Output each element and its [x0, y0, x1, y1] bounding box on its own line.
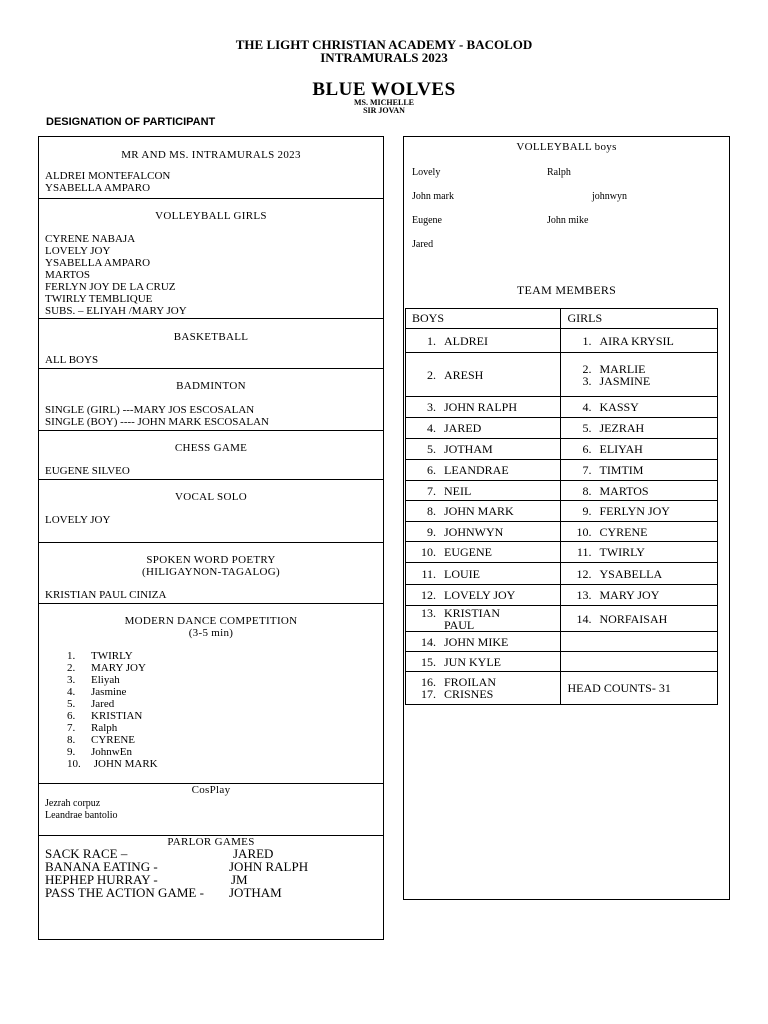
- participant-name: MARY JOY: [91, 662, 146, 674]
- team-members-title: TEAM MEMBERS: [516, 283, 617, 297]
- member-entry: [567, 422, 711, 434]
- member-name: JEZRAH: [599, 421, 645, 435]
- name-list: [39, 354, 383, 366]
- list-number: 6.: [427, 463, 436, 477]
- member-name: FROILAN: [444, 675, 497, 689]
- list-number: 5.: [427, 442, 436, 456]
- list-number: 2.: [67, 662, 76, 674]
- list-number: 5.: [67, 698, 76, 710]
- list-number: 3.: [67, 674, 76, 686]
- list-number: 10.: [67, 758, 81, 770]
- list-number: 4.: [67, 686, 76, 698]
- adviser-2: SIR JOVAN: [363, 106, 405, 115]
- game-name: BANANA EATING -: [45, 859, 158, 874]
- member-entry: [567, 526, 711, 538]
- section-parlor-games: [39, 836, 383, 939]
- member-entry: [567, 464, 711, 476]
- events-panel: [38, 136, 384, 940]
- section-basketball: [39, 319, 383, 369]
- member-entry: [567, 485, 711, 497]
- list-number: 5.: [582, 421, 592, 435]
- member-name: LOUIE: [444, 566, 480, 581]
- member-entry: [567, 546, 711, 558]
- member-name: FERLYN JOY: [599, 504, 670, 518]
- member-name: MARLIE: [599, 361, 646, 376]
- participant-name: LOVELY JOY: [45, 514, 111, 526]
- boys-cell: [406, 329, 561, 353]
- member-name: MARTOS: [599, 483, 649, 498]
- participant-name: Ralph: [91, 722, 118, 734]
- list-number: 16.: [421, 675, 436, 689]
- participant-name: TWIRLY TEMBLIQUE: [45, 293, 153, 305]
- girls-cell: [561, 672, 718, 705]
- game-name: HEPHEP HURRAY -: [45, 872, 158, 887]
- dance-member: [67, 698, 383, 710]
- section-modern-dance: [39, 604, 383, 784]
- player-name: Jared: [412, 239, 434, 250]
- list-number: 8.: [582, 483, 592, 498]
- section-title: SPOKEN WORD POETRY: [146, 554, 276, 566]
- member-entry: [412, 546, 554, 558]
- list-number: 6.: [582, 442, 592, 456]
- boys-cell: [406, 542, 561, 563]
- player-name: JOHN RALPH: [229, 859, 309, 874]
- participant-name: Eliyah: [91, 674, 120, 686]
- member-entry: [567, 589, 711, 601]
- member-name: PAUL: [444, 617, 475, 632]
- member-entry: [567, 375, 711, 387]
- name-list: [39, 798, 383, 822]
- list-number: 3.: [427, 400, 436, 414]
- member-entry: [412, 485, 554, 497]
- section-title: VOLLEYBALL GIRLS: [155, 210, 267, 222]
- member-name: AIRA KRYSIL: [599, 333, 674, 348]
- dance-member: [67, 710, 383, 722]
- parlor-list: [39, 847, 383, 899]
- member-name: ALDREI: [444, 333, 488, 348]
- list-number: 8.: [427, 504, 436, 518]
- table-row: [406, 481, 718, 501]
- participant-name: ALDREI MONTEFALCON: [45, 170, 171, 182]
- member-name: ELIYAH: [599, 442, 643, 456]
- participant-name: SINGLE (GIRL) ---MARY JOS ESCOSALAN: [45, 404, 255, 416]
- girls-cell: [561, 353, 718, 397]
- participant-name: YSABELLA AMPARO: [45, 257, 151, 269]
- member-entry: [567, 613, 711, 625]
- member-entry: [412, 422, 554, 434]
- participant-name: Leandrae bantolio: [45, 810, 118, 821]
- event-name: INTRAMURALS 2023: [320, 50, 448, 65]
- designation-heading: DESIGNATION OF PARTICIPANT: [46, 116, 216, 128]
- member-name: EUGENE: [444, 545, 492, 559]
- member-name: YSABELLA: [599, 566, 663, 581]
- boys-cell: [406, 652, 561, 672]
- list-number: 13.: [421, 605, 436, 620]
- member-entry: [412, 619, 554, 631]
- member-entry: [412, 369, 554, 381]
- participant-name: Jezrah corpuz: [45, 798, 101, 809]
- list-number: 14.: [421, 634, 436, 649]
- member-name: LOVELY JOY: [444, 588, 516, 602]
- boys-cell: [406, 481, 561, 501]
- name-list: [39, 404, 383, 428]
- section-subtitle: (HILIGAYNON-TAGALOG): [142, 566, 280, 578]
- girls-cell: [561, 542, 718, 563]
- member-name: KASSY: [599, 400, 639, 414]
- section-cosplay: [39, 784, 383, 836]
- name-list: [39, 465, 383, 477]
- girls-cell: [561, 606, 718, 632]
- player-name: John mike: [547, 215, 589, 226]
- member-entry: [412, 636, 554, 648]
- participant-name: KRISTIAN: [91, 710, 143, 722]
- boys-cell: [406, 397, 561, 418]
- list-number: 8.: [67, 734, 76, 746]
- participant-name: FERLYN JOY DE LA CRUZ: [45, 281, 176, 293]
- member-entry: [412, 464, 554, 476]
- girls-cell: [561, 563, 718, 585]
- list-number: 9.: [427, 524, 436, 539]
- name-list: [39, 514, 383, 526]
- section-vocal-solo: [39, 480, 383, 543]
- list-number: 14.: [576, 611, 592, 626]
- player-name: Lovely: [412, 167, 441, 178]
- member-name: JASMINE: [599, 373, 651, 388]
- adviser-1: MS. MICHELLE: [353, 98, 414, 107]
- table-row: [406, 652, 718, 672]
- dance-member: [67, 674, 383, 686]
- name-list: [39, 589, 383, 601]
- table-row: [406, 460, 718, 481]
- member-entry: [412, 401, 554, 413]
- game-name: SACK RACE –: [45, 846, 128, 861]
- member-name: MARY JOY: [599, 588, 660, 602]
- table-row: [406, 522, 718, 542]
- section-badminton: [39, 369, 383, 431]
- section-spoken-word: [39, 543, 383, 604]
- participant-name: MARTOS: [45, 269, 90, 281]
- member-entry: [412, 589, 554, 601]
- table-row: [406, 585, 718, 606]
- section-title: VOCAL SOLO: [175, 491, 247, 503]
- girls-cell: [561, 397, 718, 418]
- participant-name: CYRENE: [91, 734, 135, 746]
- list-number: 3.: [582, 373, 592, 388]
- dance-member: [67, 722, 383, 734]
- volleyball-boys-title: VOLLEYBALL boys: [516, 141, 617, 153]
- participant-name: Jasmine: [91, 686, 127, 698]
- participant-name: CYRENE NABAJA: [45, 233, 136, 245]
- member-entry: [412, 688, 554, 700]
- team-members-table: [405, 308, 718, 705]
- participant-name: TWIRLY: [91, 650, 133, 662]
- list-number: 13.: [576, 588, 592, 602]
- member-name: TWIRLY: [599, 545, 645, 559]
- table-row: [406, 418, 718, 439]
- dance-member: [67, 662, 383, 674]
- table-row: [406, 606, 718, 632]
- girls-cell: [561, 632, 718, 652]
- section-title: PARLOR GAMES: [167, 836, 255, 848]
- member-entry: [567, 443, 711, 455]
- section-subtitle: (3-5 min): [188, 627, 234, 639]
- section-title: MODERN DANCE COMPETITION: [124, 615, 298, 627]
- girls-cell: [561, 418, 718, 439]
- section-title: CHESS GAME: [174, 442, 248, 454]
- list-number: 12.: [576, 566, 592, 581]
- participant-name: SINGLE (BOY) ---- JOHN MARK ESCOSALAN: [45, 416, 269, 428]
- member-name: NEIL: [444, 483, 472, 498]
- list-number: 1.: [67, 650, 76, 662]
- list-number: 9.: [67, 746, 76, 758]
- participant-name: KRISTIAN PAUL CINIZA: [45, 589, 167, 601]
- table-row: [406, 672, 718, 705]
- boys-cell: [406, 563, 561, 585]
- name-list: [39, 233, 383, 317]
- boys-cell: [406, 585, 561, 606]
- participant-name: JohnwEn: [91, 746, 132, 758]
- table-row: [406, 632, 718, 652]
- participant-name: EUGENE SILVEO: [45, 465, 130, 477]
- member-name: JARED: [444, 421, 482, 435]
- girls-cell: [561, 501, 718, 522]
- player-name: JOTHAM: [229, 885, 282, 900]
- head-count: HEAD COUNTS- 31: [567, 680, 671, 695]
- section-volleyball-girls: [39, 199, 383, 319]
- participant-name: Jared: [91, 698, 115, 710]
- table-row: [406, 353, 718, 397]
- member-name: JOHN RALPH: [444, 400, 518, 414]
- list-number: 11.: [421, 566, 436, 581]
- parlor-row: [39, 886, 383, 899]
- member-name: TIMTIM: [599, 463, 644, 477]
- dance-member: [67, 746, 383, 758]
- boys-cell: [406, 418, 561, 439]
- section-chess: [39, 431, 383, 480]
- girls-cell: [561, 652, 718, 672]
- girls-cell: [561, 329, 718, 353]
- list-number: 17.: [421, 687, 436, 701]
- list-number: 1.: [582, 333, 592, 348]
- member-entry: [567, 401, 711, 413]
- game-name: PASS THE ACTION GAME -: [45, 885, 204, 900]
- list-number: 12.: [421, 588, 436, 602]
- table-row: [406, 439, 718, 460]
- list-number: 4.: [427, 421, 436, 435]
- player-name: John mark: [412, 191, 454, 202]
- participant-name: JOHN MARK: [91, 758, 158, 770]
- section-mr-ms: [39, 137, 383, 199]
- member-name: LEANDRAE: [444, 463, 509, 477]
- player-name: Ralph: [547, 167, 571, 178]
- participant-name: LOVELY JOY: [45, 245, 111, 257]
- member-name: KRISTIAN: [444, 605, 500, 620]
- member-entry: [412, 443, 554, 455]
- list-number: 10.: [421, 545, 436, 559]
- table-row: [406, 329, 718, 353]
- list-number: 4.: [582, 400, 592, 414]
- member-name: JOTHAM: [444, 442, 493, 456]
- list-number: 2.: [582, 361, 592, 376]
- member-name: ARESH: [444, 367, 484, 382]
- member-entry: [412, 656, 554, 668]
- member-entry: [567, 335, 711, 347]
- list-number: 10.: [576, 524, 592, 539]
- table-row: [406, 397, 718, 418]
- girls-cell: [561, 439, 718, 460]
- member-entry: [412, 526, 554, 538]
- member-entry: [412, 505, 554, 517]
- list-number: 9.: [582, 504, 592, 518]
- section-title: BADMINTON: [176, 380, 246, 392]
- boys-cell: [406, 632, 561, 652]
- team-name: BLUE WOLVES: [312, 79, 456, 100]
- boys-cell: [406, 522, 561, 542]
- boys-cell: [406, 501, 561, 522]
- participant-name: SUBS. – ELIYAH /MARY JOY: [45, 305, 187, 317]
- section-title: CosPlay: [191, 784, 231, 796]
- boys-cell: [406, 353, 561, 397]
- list-number: 15.: [421, 654, 436, 669]
- column-header-boys: BOYS: [406, 309, 561, 329]
- member-entry: [567, 505, 711, 517]
- section-title: MR AND MS. INTRAMURALS 2023: [121, 149, 301, 161]
- boys-cell: [406, 460, 561, 481]
- member-name: JUN KYLE: [444, 654, 501, 669]
- boys-cell: [406, 672, 561, 705]
- girls-cell: [561, 522, 718, 542]
- dance-member: [67, 734, 383, 746]
- girls-cell: [561, 585, 718, 606]
- table-header-row: [406, 309, 718, 329]
- member-name: JOHN MIKE: [444, 634, 509, 649]
- list-number: 7.: [67, 722, 76, 734]
- member-entry: [412, 335, 554, 347]
- list-number: 7.: [427, 483, 436, 498]
- list-number: 7.: [582, 463, 592, 477]
- table-row: [406, 501, 718, 522]
- column-header-girls: GIRLS: [561, 309, 718, 329]
- list-number: 1.: [427, 333, 436, 348]
- table-row: [406, 563, 718, 585]
- participant-name: YSABELLA AMPARO: [45, 182, 151, 194]
- school-name: THE LIGHT CHRISTIAN ACADEMY - BACOLOD: [235, 37, 533, 52]
- member-name: CYRENE: [599, 524, 648, 539]
- member-entry: [412, 607, 554, 619]
- table-row: [406, 542, 718, 563]
- member-name: JOHNWYN: [444, 524, 504, 539]
- list-number: 2.: [427, 367, 436, 382]
- dance-member: [67, 686, 383, 698]
- member-name: CRISNES: [444, 687, 494, 701]
- list-number: 6.: [67, 710, 76, 722]
- dance-member: [67, 758, 383, 770]
- player-name: JM: [231, 872, 248, 887]
- list-number: 11.: [576, 545, 592, 559]
- boys-cell: [406, 439, 561, 460]
- section-title: BASKETBALL: [173, 331, 249, 343]
- member-entry: [567, 568, 711, 580]
- participant-name: ALL BOYS: [45, 354, 99, 366]
- dance-member: [67, 650, 383, 662]
- member-entry: [412, 568, 554, 580]
- player-name: Eugene: [412, 215, 442, 226]
- dance-list: [39, 650, 383, 770]
- member-name: JOHN MARK: [444, 504, 514, 518]
- player-name: johnwyn: [592, 191, 627, 202]
- girls-cell: [561, 460, 718, 481]
- member-name: NORFAISAH: [599, 611, 668, 626]
- boys-cell: [406, 606, 561, 632]
- name-list: [39, 170, 383, 194]
- girls-cell: [561, 481, 718, 501]
- player-name: JARED: [233, 846, 274, 861]
